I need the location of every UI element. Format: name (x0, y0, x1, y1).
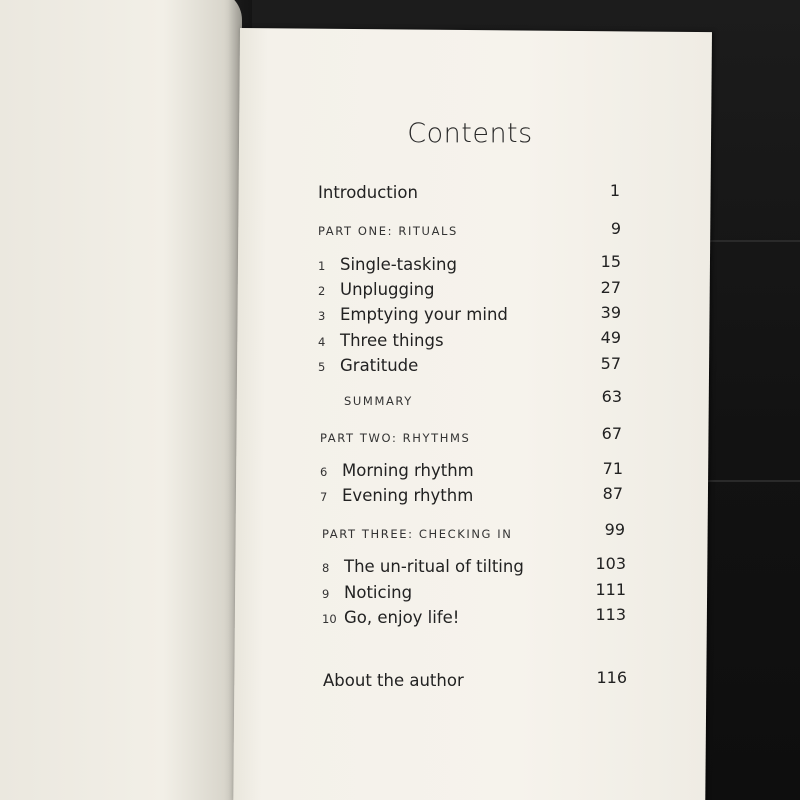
chapter-title: Go, enjoy life! (344, 608, 460, 627)
toc-entry-page: 116 (596, 668, 627, 687)
toc-entry-page: 99 (604, 520, 625, 539)
toc-entry-page: 113 (595, 605, 626, 624)
chapter-title: The un-ritual of tilting (344, 557, 524, 576)
toc-part-heading: PART TWO: RHYTHMS (320, 431, 471, 445)
toc-chapter (318, 280, 435, 299)
chapter-title: Emptying your mind (340, 305, 508, 324)
toc-entry-page: 1 (609, 181, 620, 200)
chapter-title: Unplugging (340, 280, 435, 299)
chapter-title: Evening rhythm (342, 486, 474, 505)
chapter-title: Single-tasking (340, 255, 457, 274)
chapter-number: 4 (318, 335, 326, 349)
left-blank-page (0, 0, 242, 800)
chapter-number: 1 (318, 259, 326, 273)
toc-entry-page: 39 (600, 303, 621, 322)
toc-entry-page: 27 (600, 278, 621, 297)
toc-entry-page: 71 (602, 459, 623, 478)
toc-chapter (318, 356, 418, 375)
toc-chapter (322, 557, 524, 576)
chapter-number: 6 (320, 465, 328, 479)
toc-entry-page: 87 (602, 484, 623, 503)
toc-chapter (318, 331, 444, 350)
toc-entry-page: 57 (600, 354, 621, 373)
toc-chapter (320, 461, 474, 480)
toc-chapter (322, 608, 459, 627)
toc-entry-page: 49 (600, 328, 621, 347)
chapter-number: 7 (320, 490, 328, 504)
toc-chapter (318, 255, 457, 274)
chapter-number: 10 (322, 612, 337, 626)
toc-part-heading: PART ONE: RITUALS (318, 224, 458, 238)
toc-entry-page: 111 (595, 580, 626, 599)
contents-title: Contents (407, 118, 533, 149)
toc-summary-heading: SUMMARY (344, 394, 413, 408)
toc-entry-page: 9 (610, 219, 621, 238)
toc-chapter (318, 305, 508, 324)
chapter-title: Morning rhythm (342, 461, 474, 480)
chapter-title: Noticing (344, 583, 413, 602)
toc-entry-page: 15 (600, 252, 621, 271)
toc-entry-label: Introduction (318, 183, 418, 202)
toc-entry-page: 67 (601, 424, 622, 443)
chapter-number: 2 (318, 284, 326, 298)
chapter-number: 5 (318, 360, 326, 374)
chapter-number: 8 (322, 561, 330, 575)
toc-entry-page: 103 (595, 554, 626, 573)
chapter-title: Gratitude (340, 356, 419, 375)
toc-entry-label: About the author (323, 671, 464, 690)
chapter-number: 9 (322, 587, 330, 601)
toc-part-heading: PART THREE: CHECKING IN (322, 527, 513, 541)
chapter-number: 3 (318, 309, 326, 323)
chapter-title: Three things (340, 331, 444, 350)
toc-entry-page: 63 (601, 387, 622, 406)
toc-chapter (322, 583, 412, 602)
toc-chapter (320, 486, 473, 505)
